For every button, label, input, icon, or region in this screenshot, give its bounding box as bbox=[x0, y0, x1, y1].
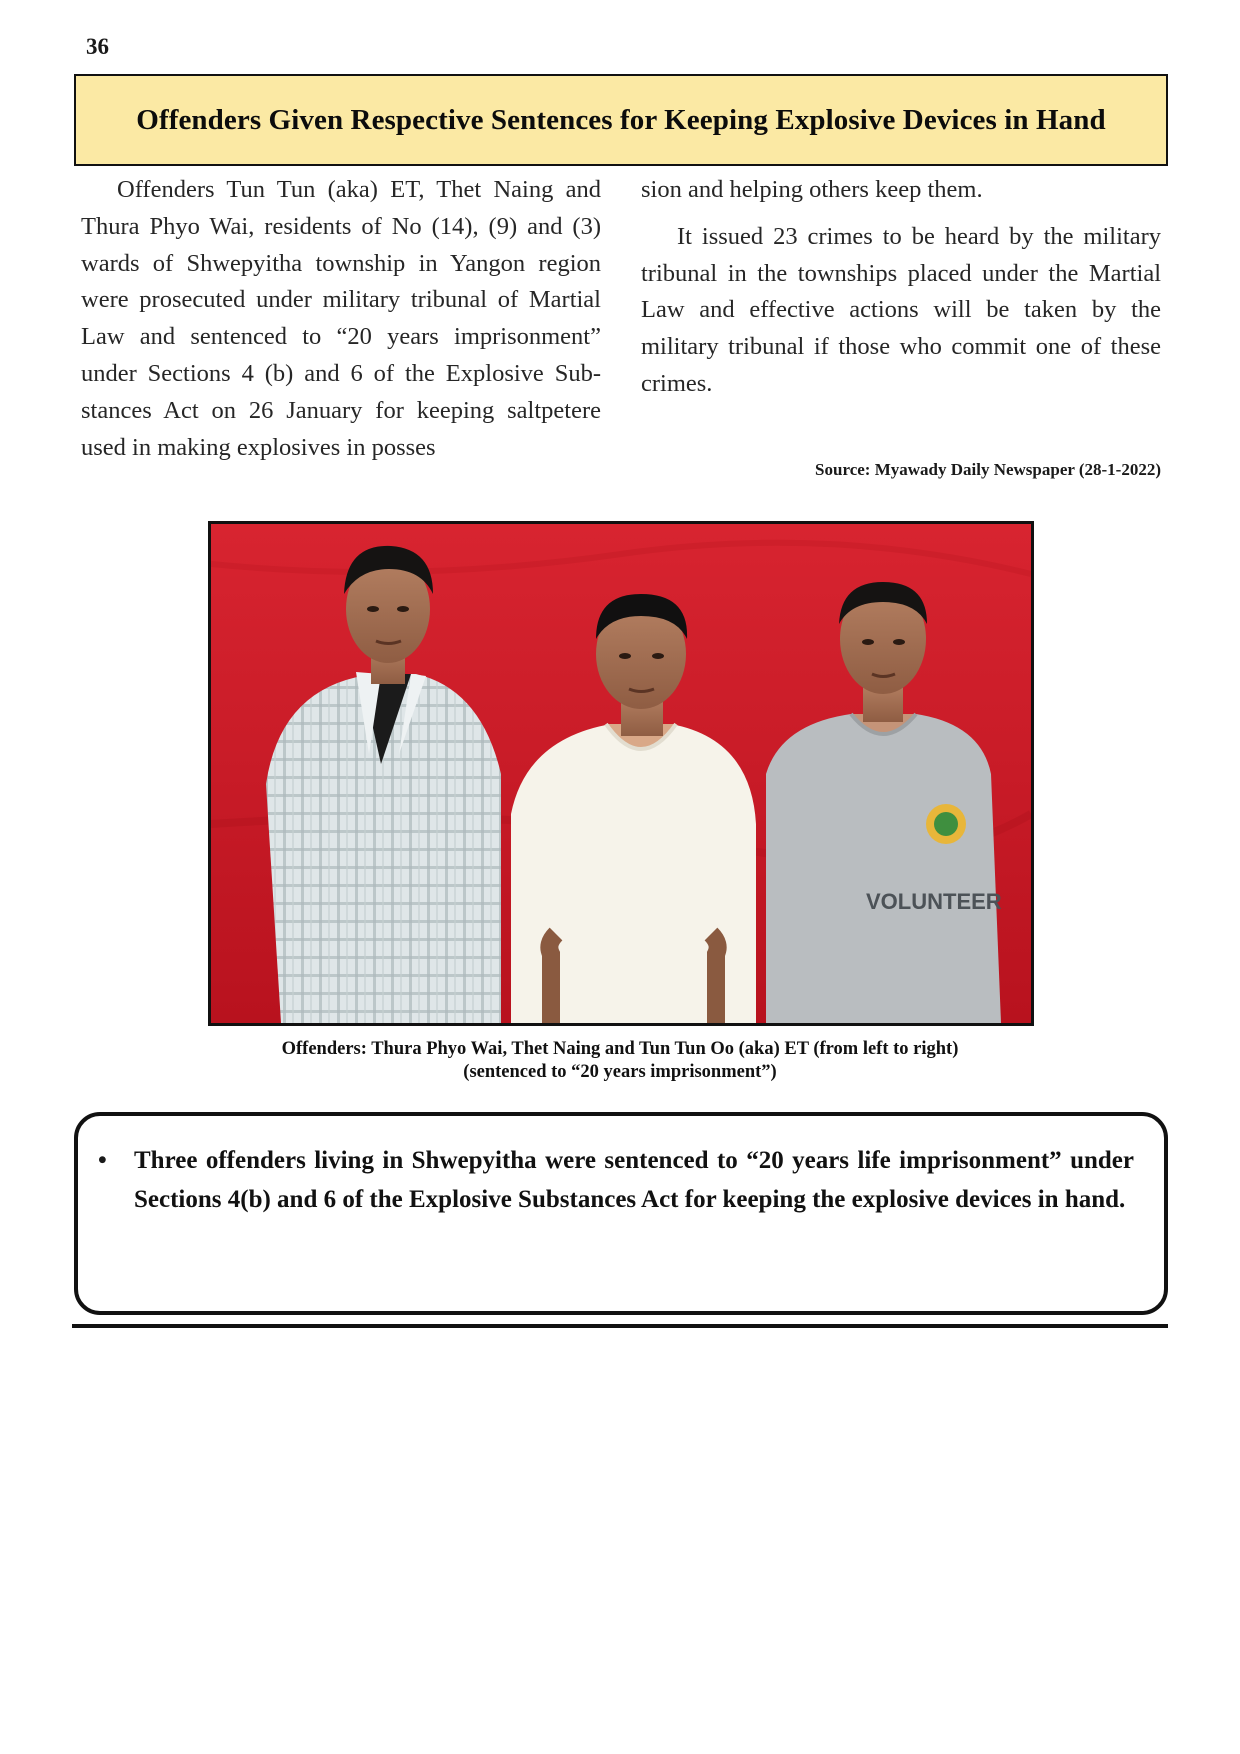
source-citation: Source: Myawady Daily Newspaper (28-1-2022) bbox=[815, 460, 1161, 479]
photo-caption bbox=[200, 1038, 1040, 1084]
summary-box bbox=[74, 1112, 1168, 1315]
article-left-column bbox=[81, 172, 601, 466]
article-paragraph-1-continuation: sion and helping others keep them. bbox=[641, 176, 983, 203]
photo-caption-line-1: Offenders: Thura Phyo Wai, Thet Naing and Tun Tun Oo (aka) ET (from left to right) bbox=[281, 1039, 959, 1059]
bottom-rule bbox=[72, 1324, 1168, 1328]
photo-caption-line-2: (sentenced to “20 years imprisonment”) bbox=[463, 1062, 777, 1082]
page-number: 36 bbox=[86, 34, 109, 59]
offenders-photo bbox=[208, 521, 1034, 1026]
article-paragraph-2: It issued 23 crimes to be heard by the military tribunal in the townships placed under the Martial Law and effective actions will be taken by the military tribunal if those who commit one of these crimes. bbox=[641, 222, 1161, 397]
summary-text: Three offenders living in Shwepyitha were sentenced to “20 years life imprisonment” under Sections 4(b) and 6 of the Explosive Substances Act for keeping the explosive devices in hand. bbox=[134, 1147, 1134, 1213]
article-title: Offenders Given Respective Sentences for Keeping Explosive Devices in Hand bbox=[136, 103, 1106, 136]
article-paragraph-1: Offenders Tun Tun (aka) ET, Thet Naing and Thura Phyo Wai, residents of No (14), (9) and (3) wards of Shwepyitha township in Yangon region were prosecuted under military tribunal of Martial Law and sentenced to “20 years imprisonment” under Sections 4 (b) and 6 of the Explosive Substances Act on 26 January for keeping saltpetere used in making explosives in posses bbox=[81, 176, 601, 461]
summary-bullet: • bbox=[98, 1147, 107, 1174]
article-right-column bbox=[641, 172, 1161, 403]
volunteer-shirt-text: VOLUNTEER bbox=[866, 889, 1002, 914]
article-title-box bbox=[74, 74, 1168, 166]
